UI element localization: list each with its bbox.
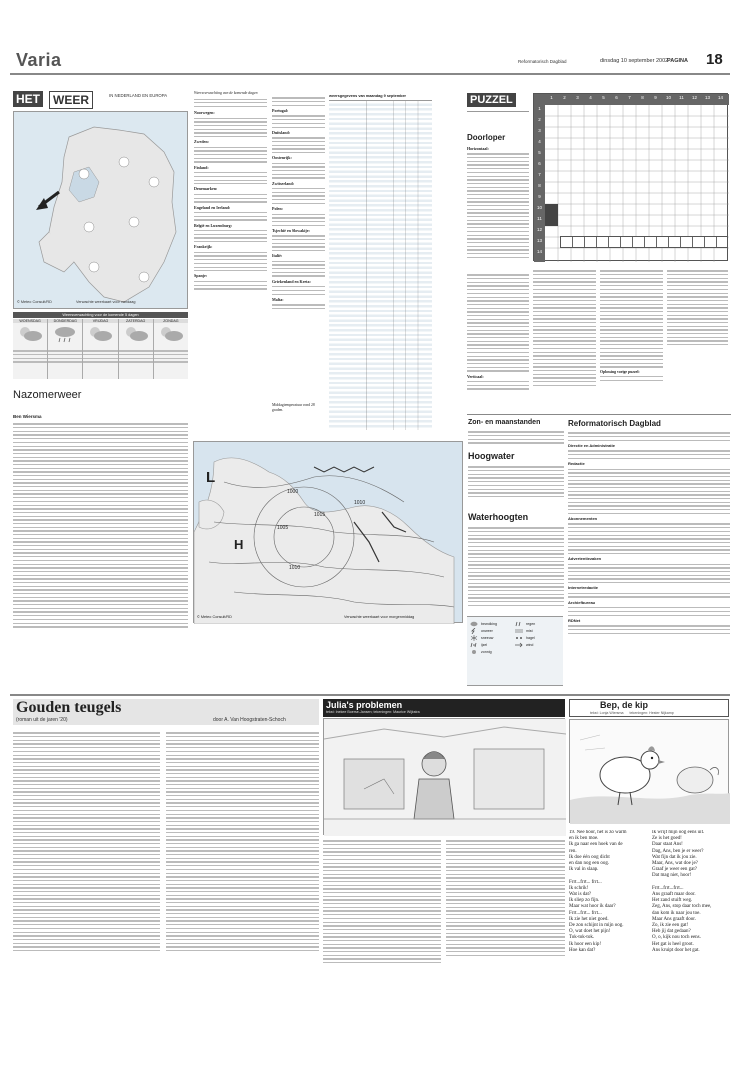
julia-title: Julia's problemen	[326, 700, 403, 710]
isobar-label: 1010	[354, 500, 366, 506]
weather-col1-head: Weersverwachting van de komende dagen	[194, 91, 258, 95]
cloud-rain-icon	[48, 323, 82, 343]
forecast-day-label: WOENSDAG	[13, 319, 47, 323]
poem-line: Frrt...frrt... frrt...	[569, 879, 602, 885]
poem-line: O, o, kijk nou toch eens.	[652, 935, 701, 941]
legend-label: hagel	[526, 635, 535, 640]
weather-country: Noorwegen:	[194, 110, 215, 116]
kip-illustration	[569, 719, 729, 823]
legend-item	[470, 620, 515, 627]
poem-line: 19. Nee hoor, het is zo warm	[569, 830, 627, 835]
weather-data-table	[329, 94, 432, 432]
colofon-section: Directie en Administratie	[568, 443, 615, 449]
legend-label: regen	[526, 621, 536, 626]
weather-country: Spanje:	[194, 273, 208, 279]
hail-icon	[515, 635, 523, 641]
forecast-day-label: DONDERDAG	[48, 319, 82, 323]
forecast-day-label: ZONDAG	[154, 319, 188, 323]
forecast-text-line	[48, 358, 82, 359]
poem-line: Graaf je weer een gat?	[652, 867, 697, 873]
zon-rule	[467, 414, 731, 415]
grid-col-numbers	[545, 95, 729, 100]
poem-line: Zo, ik zie een gat!	[652, 923, 689, 929]
grid-row-number: 10	[536, 205, 542, 210]
grid-col-number: 1	[550, 95, 553, 100]
forecast-day-label: ZATERDAG	[119, 319, 153, 323]
forecast-day-label: VRIJDAG	[83, 319, 117, 323]
forecast-text-line	[119, 354, 153, 355]
kip-poem-col2	[652, 830, 730, 970]
weather-country: Portugal:	[272, 108, 289, 114]
grid-row-numbers	[534, 106, 545, 260]
weather-country: Italië:	[272, 253, 283, 259]
legend-item	[470, 634, 515, 641]
weather-country: Malta:	[272, 296, 284, 302]
gouden-header	[13, 699, 319, 725]
puzzel-clues-col1	[467, 146, 529, 270]
forecast-day	[83, 319, 118, 379]
zon-text	[468, 429, 564, 449]
weather-country: Tsjechië en Slowakije:	[272, 227, 310, 233]
poem-line: Dat mag niet, hoor!	[652, 873, 692, 879]
grid-row-number: 9	[538, 194, 541, 199]
weather-country: Polen:	[272, 206, 283, 212]
waterhoogten-title: Waterhoogten	[468, 512, 529, 522]
grid-row-number: 11	[537, 216, 542, 221]
masthead-rule	[10, 73, 730, 75]
weather-col2-bottom: Middagtemperatuur rond 28 graden.	[272, 403, 315, 412]
gouden-author: door A. Van Hoogstraten-Schoch	[213, 717, 286, 723]
poem-line: Hoe kan dat?	[569, 947, 596, 953]
wind-arrow-icon	[515, 642, 523, 648]
puzzel-clues-col2	[533, 268, 596, 404]
sun-icon	[470, 649, 478, 655]
weather-country: Finland:	[194, 164, 209, 170]
julia-subtitle: tekst: Inekee Boerse-Jansen; tekeningen: Maurice Wijkstra	[326, 710, 420, 714]
grid-row-number: 4	[538, 139, 541, 144]
grid-row-number: 1	[538, 106, 541, 111]
forecast-text-line	[154, 350, 188, 351]
puzzel-heading	[467, 93, 529, 109]
forecast-text-line	[83, 354, 117, 355]
masthead	[10, 50, 730, 72]
weather-heading	[13, 91, 188, 109]
clue-heading: Verticaal:	[467, 373, 484, 379]
grid-row-number: 12	[536, 227, 542, 232]
poem-line: Het gat is heel groot.	[652, 941, 694, 947]
legend-item	[515, 627, 560, 634]
lower-rule	[10, 694, 730, 696]
kip-poem-col1	[569, 830, 651, 970]
forecast-text-line	[119, 350, 153, 351]
fog-icon	[515, 628, 523, 634]
grid-row-number: 3	[538, 128, 541, 133]
kip-title: Bep, de kip	[600, 700, 649, 710]
weather-weer: WEER	[49, 91, 93, 109]
poem-line: Wat is dat?	[569, 892, 592, 898]
poem-line: Ze is het goed!	[652, 836, 682, 842]
kip-drawing	[570, 720, 730, 824]
grid-col-number: 7	[628, 95, 631, 100]
poem-line: De zon schijnt in mijn oog.	[569, 923, 624, 929]
julia-col1	[323, 838, 441, 970]
colofon-section: RDNet	[568, 617, 581, 623]
zon-title: Zon- en maanstanden	[468, 419, 541, 426]
forecast-text-line	[13, 361, 47, 362]
isobar-label: 1010	[289, 565, 301, 571]
legend-item	[515, 641, 560, 648]
poem-line: Maar Ans graaft door.	[652, 916, 696, 922]
julia-drawing	[324, 719, 566, 836]
puzzel-clues-col1b	[467, 272, 529, 404]
waterhoogten-text	[468, 525, 564, 607]
kip-credits: tekst: Lonja Wiersma tekeningen: Hester Nijkamp	[590, 711, 674, 715]
europe-map	[193, 441, 463, 623]
poem-line: ren.	[569, 848, 577, 854]
weather-country: Zwitserland:	[272, 180, 294, 186]
grid-col-number: 8	[641, 95, 644, 100]
clue-heading: Horizontaal:	[467, 146, 489, 151]
forecast-day	[119, 319, 154, 379]
nazomer-byline: Ben Wiersma	[13, 414, 42, 419]
poem-line: Ans kruipt door het gat.	[652, 947, 700, 953]
cloud-sun-icon	[83, 323, 117, 343]
grid-col-number: 3	[576, 95, 579, 100]
forecast-day	[13, 319, 48, 379]
sleet-icon	[470, 642, 478, 648]
weather-copyright: © Meteo Consult/RD	[17, 300, 52, 304]
forecast-text-line	[83, 358, 117, 359]
grid-col-number: 9	[654, 95, 657, 100]
poem-line: Ans graaft maar door.	[652, 892, 696, 898]
colofon-section: Internetredactie	[568, 585, 599, 591]
weather-subtitle: IN NEDERLAND EN EUROPA	[109, 93, 168, 98]
legend-item	[515, 620, 560, 627]
pressure-high: H	[234, 537, 244, 552]
gouden-title: Gouden teugels	[16, 699, 122, 716]
poem-line: Wat fijn dat ik jou zie.	[652, 854, 697, 860]
puzzle-solution-strip	[560, 236, 728, 248]
poem-line: Frrt...frrt... frrt...	[569, 910, 602, 916]
poem-line: Ik wrijf mijn oog eens uit.	[652, 830, 705, 835]
legend-item	[515, 634, 560, 641]
weather-text-col2	[272, 95, 325, 401]
forecast-text-line	[154, 361, 188, 362]
weather-country: Griekenland en Kreta:	[272, 278, 311, 284]
europe-map-graphic	[194, 442, 464, 624]
weather-table-title: weersgegevens van maandag 9 september	[329, 94, 407, 98]
poem-line: Maar, Ans, wat doe je?	[652, 861, 698, 867]
grid-col-number: 4	[589, 95, 592, 100]
legend-label: onweer	[481, 628, 493, 633]
legend-item	[470, 627, 515, 634]
forecast-text-line	[119, 358, 153, 359]
grid-row-number: 8	[538, 183, 541, 188]
legend-label: sneeuw	[481, 635, 494, 640]
legend-label: wind	[526, 642, 534, 647]
grid-col-number: 5	[602, 95, 605, 100]
poem-line: Ik doe één oog dicht	[569, 854, 610, 860]
cloud-icon	[470, 621, 478, 627]
poem-line: Ik zie het niet goed.	[569, 916, 609, 922]
legend-label: ijzel	[481, 642, 488, 647]
forecast-day	[154, 319, 188, 379]
grid-col-number: 11	[679, 95, 684, 100]
colofon-section: Advertentiezaken	[568, 556, 602, 562]
poem-line: en dan nog een oog.	[569, 861, 610, 867]
isobar-label: 1005	[277, 525, 289, 531]
grid-col-number: 10	[665, 95, 671, 100]
puzzel-clues-col4	[667, 268, 728, 360]
poem-line: Tok-tok-tok.	[569, 935, 595, 941]
poem-line: Frrt...frrt...frrt...	[652, 885, 684, 891]
weather-het: HET	[13, 91, 43, 107]
forecast-text-line	[48, 361, 82, 362]
puzzel-title: PUZZEL	[467, 93, 516, 107]
weather-map-caption: Verwachte weerkaart voor vandaag	[76, 300, 136, 304]
grid-row-number: 2	[538, 117, 541, 122]
forecast-header: Weersverwachting voor de komende 5 dagen	[13, 312, 188, 318]
grid-col-number: 2	[563, 95, 566, 100]
grid-col-number: 14	[717, 95, 723, 100]
poem-line: Maar wat hoor ik daar?	[569, 904, 616, 910]
grid-row-number: 7	[538, 172, 541, 177]
hoogwater-text	[468, 464, 564, 508]
masthead-page-label: PAGINA	[667, 58, 688, 64]
forecast-text-line	[48, 354, 82, 355]
europe-map-copyright: © Meteo Consult/RD	[197, 615, 232, 619]
puzzel-subtitle: Doorloper	[467, 133, 506, 142]
poem-line: Dag, Ans, ben je er weer?	[652, 848, 704, 854]
snowflake-icon	[470, 635, 478, 641]
cloud-sun-icon	[119, 323, 153, 343]
weather-country: Oostenrijk:	[272, 155, 292, 161]
colofon-section: Abonnementen	[568, 516, 598, 522]
poem-line: Ik val in slaap.	[569, 867, 599, 873]
gouden-col2	[166, 730, 319, 960]
julia-illustration	[323, 718, 565, 835]
poem-line: Daar staat Ans!	[652, 842, 683, 848]
poem-line: O, wat doet het pijn!	[569, 929, 611, 935]
weather-country: Duitsland:	[272, 129, 291, 135]
colofon-body	[568, 430, 730, 692]
poem-line: Heb jij dat gedaan?	[652, 929, 691, 935]
hoogwater-title: Hoogwater	[468, 451, 515, 461]
forecast-text-line	[13, 350, 47, 351]
legend-label: mist	[526, 628, 533, 633]
poem-line: Ik hoor een kip!	[569, 941, 602, 947]
nazomer-title: Nazomerweer	[13, 389, 82, 401]
kip-header	[569, 699, 729, 717]
weather-country: Engeland en Ierland:	[194, 204, 231, 210]
weather-legend	[467, 616, 563, 686]
forecast-text-line	[13, 358, 47, 359]
cloud-sun-icon	[13, 323, 47, 343]
poem-line: Ik sliep zo fijn.	[569, 898, 600, 904]
isobar-label: 1000	[287, 489, 299, 495]
poem-line: dan kom ik naar jou toe.	[652, 910, 701, 916]
puzzel-heading-bar	[467, 111, 529, 112]
legend-label: zonnig	[481, 649, 492, 654]
masthead-paper: Reformatorisch Dagblad	[518, 59, 567, 64]
grid-col-number: 13	[704, 95, 710, 100]
grid-row-number: 5	[538, 150, 541, 155]
weather-country: België en Luxemburg:	[194, 222, 232, 228]
colofon-section: Redactie	[568, 461, 585, 467]
forecast-text-line	[154, 354, 188, 355]
nazomer-article-body	[13, 421, 188, 628]
forecast-text-line	[48, 350, 82, 351]
legend-item	[470, 648, 515, 655]
rain-icon	[515, 621, 523, 627]
pressure-low: L	[206, 469, 216, 486]
weather-country: Denemarken:	[194, 186, 218, 192]
poem-line: Ik ga naar een hoek van de	[569, 842, 623, 848]
weather-country: Zweden:	[194, 139, 209, 145]
europe-map-caption: Verwachte weerkaart voor morgenmiddag	[344, 615, 415, 619]
cloud-sun-icon	[154, 323, 188, 343]
lightning-icon	[470, 628, 478, 634]
forecast-row	[13, 319, 188, 379]
forecast-text-line	[154, 358, 188, 359]
legend-label: bewolking	[481, 621, 497, 626]
poem-line: Zeg, Ans, stop daar toch mee,	[652, 904, 712, 910]
forecast-text-line	[13, 354, 47, 355]
forecast-text-line	[83, 361, 117, 362]
grid-row-number: 14	[536, 249, 542, 254]
weather-country: Frankrijk:	[194, 244, 213, 250]
poem-line: en ik ben moe.	[569, 836, 599, 842]
forecast-text-line	[119, 361, 153, 362]
colofon-section: Archiefbureau	[568, 599, 596, 605]
grid-row-number: 6	[538, 161, 541, 166]
poem-line: Ik schrik!	[569, 885, 589, 891]
forecast-text-line	[83, 350, 117, 351]
julia-col2	[446, 838, 565, 970]
colofon-title: Reformatorisch Dagblad	[568, 419, 661, 428]
weather-section	[13, 91, 188, 401]
netherlands-map	[13, 111, 188, 309]
grid-col-number: 6	[615, 95, 618, 100]
legend-item	[470, 641, 515, 648]
grid-row-number: 13	[536, 238, 542, 243]
weather-text-col1	[194, 91, 267, 401]
gouden-col1	[13, 730, 160, 960]
grid-col-number: 12	[691, 95, 697, 100]
page-number: 18	[706, 51, 723, 68]
masthead-date: dinsdag 10 september 2002	[600, 58, 669, 64]
netherlands-map-graphic	[14, 112, 189, 310]
gouden-subtitle: (roman uit de jaren '20)	[16, 717, 68, 723]
solution-label: Oplossing vorige puzzel:	[600, 369, 640, 374]
puzzel-clues-col3	[600, 268, 663, 404]
julia-header	[323, 699, 565, 717]
isobar-label: 1015	[314, 512, 326, 518]
poem-line: Het zand stuift weg.	[652, 898, 693, 904]
section-title: Varia	[16, 50, 62, 70]
forecast-day	[48, 319, 83, 379]
